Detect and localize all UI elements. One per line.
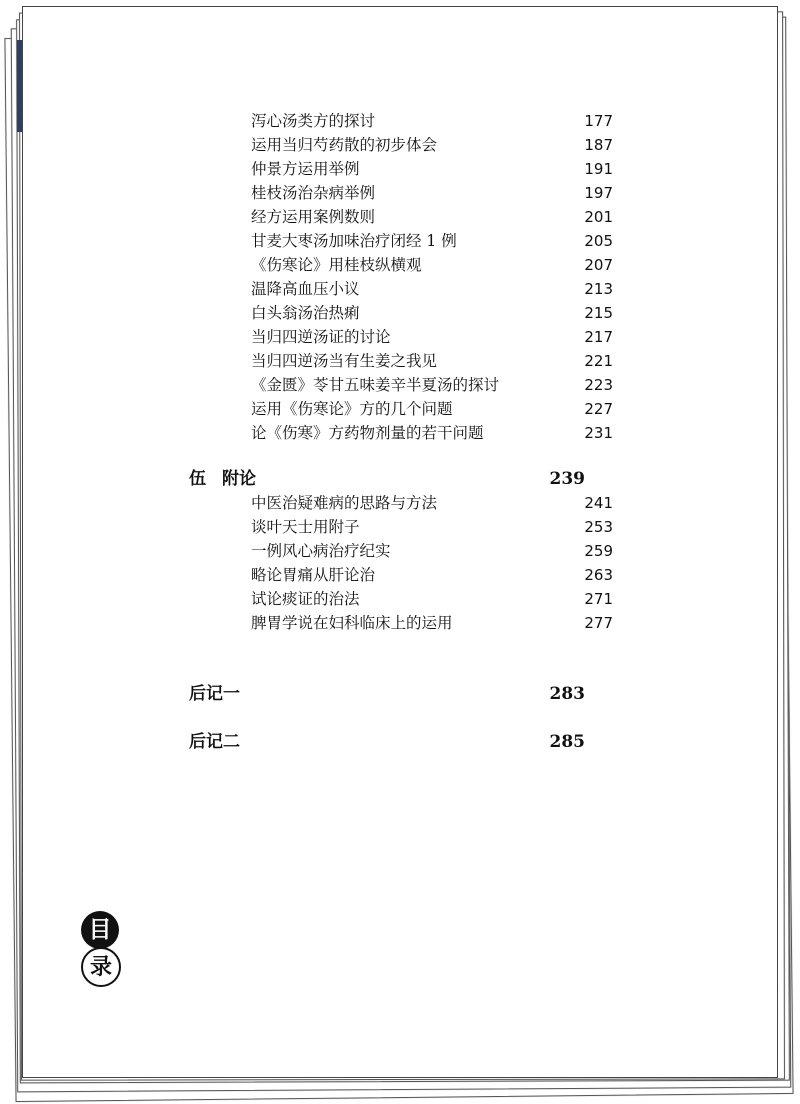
toc-entry-title: 运用《伤寒论》方的几个问题 [251,400,453,418]
toc-entry[interactable] [251,157,613,181]
toc-entry[interactable] [251,133,613,157]
toc-entry-page: 231 [584,424,613,442]
toc-entry[interactable] [251,181,613,205]
toc-entry[interactable] [251,515,613,539]
contents-badge [77,907,127,989]
table-of-contents [23,7,777,1077]
toc-entry-title: 当归四逆汤当有生姜之我见 [251,352,438,370]
toc-entry-page: 201 [584,208,613,226]
toc-entry[interactable] [251,421,613,445]
toc-entry-title: 当归四逆汤证的讨论 [251,328,391,346]
toc-entry-page: 215 [584,304,613,322]
toc-entry-title: 《伤寒论》用桂枝纵横观 [251,256,422,274]
toc-entry[interactable] [251,253,613,277]
toc-entry-page: 177 [584,112,613,130]
toc-entry-title: 中医治疑难病的思路与方法 [251,494,438,512]
toc-entry-page: 253 [584,518,613,536]
toc-entry[interactable] [251,109,613,133]
toc-entry[interactable] [251,349,613,373]
toc-entry-page: 221 [584,352,613,370]
toc-entry-title: 运用当归芍药散的初步体会 [251,136,438,154]
toc-entry-page: 191 [584,160,613,178]
toc-entry[interactable] [251,205,613,229]
toc-entry-page: 227 [584,400,613,418]
toc-entry[interactable] [251,277,613,301]
toc-entry-page: 263 [584,566,613,584]
toc-entry-page: 187 [584,136,613,154]
toc-section-heading[interactable] [189,465,585,493]
toc-entry-page: 271 [584,590,613,608]
toc-entry-title: 一例风心病治疗纪实 [251,542,391,560]
toc-entry-title: 脾胃学说在妇科临床上的运用 [251,614,453,632]
toc-afterword-2[interactable] [189,728,585,756]
toc-entry-title: 谈叶天士用附子 [251,518,360,536]
toc-afterword-1[interactable] [189,680,585,708]
toc-entry-page: 217 [584,328,613,346]
toc-entry[interactable] [251,229,613,253]
toc-entry-title: 白头翁汤治热痢 [251,304,360,322]
section-number: 伍 [189,469,206,489]
section-title-group [189,465,256,493]
section-page: 239 [549,469,585,489]
toc-entry-title: 论《伤寒》方药物剂量的若干问题 [251,424,484,442]
toc-entry-title: 略论胃痛从肝论治 [251,566,376,584]
toc-entry-title: 经方运用案例数则 [251,208,376,226]
toc-entry[interactable] [251,491,613,515]
toc-entry[interactable] [251,587,613,611]
toc-entry[interactable] [251,563,613,587]
badge-char-mu: 目 [81,911,119,949]
toc-entry-page: 241 [584,494,613,512]
toc-entry-title: 试论痰证的治法 [251,590,360,608]
toc-entry-page: 277 [584,614,613,632]
section-title: 附论 [222,469,256,489]
afterword-page: 283 [549,684,585,704]
afterword-page: 285 [549,732,585,752]
toc-entry[interactable] [251,325,613,349]
toc-entry-title: 桂枝汤治杂病举例 [251,184,376,202]
toc-entry-title: 泻心汤类方的探讨 [251,112,376,130]
toc-entry[interactable] [251,373,613,397]
toc-entry-title: 温降高血压小议 [251,280,360,298]
toc-entry-page: 213 [584,280,613,298]
toc-entry-page: 259 [584,542,613,560]
toc-entry[interactable] [251,397,613,421]
toc-entry-title: 仲景方运用举例 [251,160,360,178]
afterword-title: 后记二 [189,732,240,752]
toc-entry-page: 205 [584,232,613,250]
toc-entry[interactable] [251,301,613,325]
toc-entry-page: 197 [584,184,613,202]
badge-char-lu: 录 [81,947,121,987]
toc-entry[interactable] [251,539,613,563]
toc-page [22,6,778,1078]
toc-entry-title: 《金匮》苓甘五味姜辛半夏汤的探讨 [251,376,500,394]
toc-entry[interactable] [251,611,613,635]
afterword-title: 后记一 [189,684,240,704]
toc-entry-title: 甘麦大枣汤加味治疗闭经 1 例 [251,232,457,250]
toc-entry-page: 207 [584,256,613,274]
toc-entry-page: 223 [584,376,613,394]
